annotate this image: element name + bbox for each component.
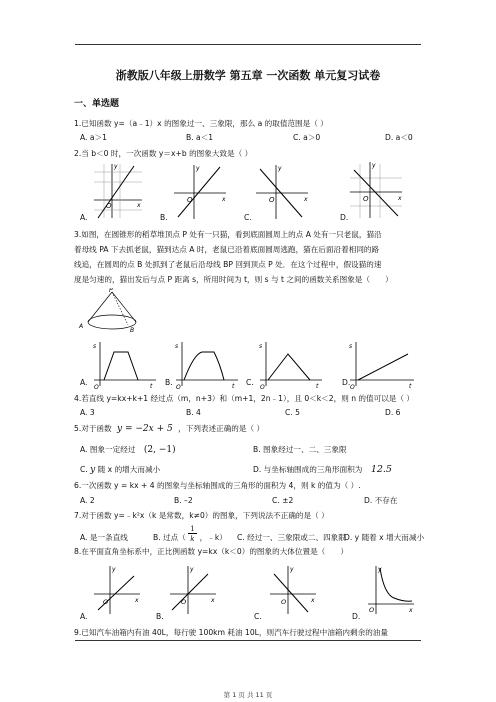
header-rule (75, 44, 421, 45)
svg-text:t: t (316, 383, 319, 390)
q5-option-d-formula: 12.5 (370, 464, 392, 475)
svg-text:O: O (369, 606, 375, 614)
svg-text:x: x (311, 597, 315, 604)
q3-line-4: 度是匀速的，猫出发后与点 P 距离 s，所用时间为 t，则 s 与 t 之间的函数关系图象是（ ） (74, 275, 393, 284)
q8-label-a: A. (80, 612, 88, 621)
q1-option-a: A. a＞1 (80, 133, 107, 142)
svg-text:O: O (94, 384, 99, 390)
svg-text:O: O (103, 598, 109, 606)
svg-text:A: A (79, 323, 84, 330)
svg-text:O: O (187, 196, 193, 204)
q3-label-d: D. (342, 378, 351, 387)
q7-option-a: A. 是一条直线 (80, 533, 128, 542)
fraction-denominator: k (190, 535, 195, 543)
q3-graph-a (90, 340, 160, 390)
svg-text:O: O (176, 384, 181, 390)
q6-option-c: C. ±2 (272, 496, 294, 505)
q8-label-d: D. (352, 612, 361, 621)
q3-line-1: 3.如图，在圆锥形的稻草堆顶点 P 处有一只猫，看到底面圆周上的点 A 处有一只老鼠，猫沿 (74, 230, 382, 239)
section-heading: 一、单选题 (74, 99, 120, 109)
q5-option-a-text: A. 图象一定经过 (80, 445, 136, 454)
q7-stem: 7.对于函数 y=﹣k²x（k 是常数，k≠0）的图象，下列说法不正确的是（ ） (74, 511, 329, 520)
q6-option-a: A. 2 (80, 496, 95, 505)
svg-text:s: s (349, 343, 353, 350)
q7-option-b-pre: B. 过点（ (153, 533, 186, 542)
q3-cone-figure (76, 288, 146, 334)
q8-label-c: C. (254, 612, 262, 621)
q2-stem: 2.当 b＜0 时，一次函数 y＝x+b 的图象大致是（ ） (74, 149, 253, 158)
page-number: 第 1 页 共 11 页 (223, 691, 273, 699)
q1-stem: 1.已知函数 y=（a﹣1）x 的图象过一、三象限，那么 a 的取值范围是（ ） (74, 119, 328, 128)
q9-stem: 9.已知汽车油箱内有油 40L，每行驶 100km 耗油 10L，则汽车行驶过程中油箱内剩余的油量 (74, 628, 388, 637)
q3-label-b: B. (165, 378, 173, 387)
svg-text:t: t (409, 383, 412, 390)
svg-text:s: s (175, 343, 179, 350)
svg-text:y: y (378, 566, 382, 573)
svg-text:y: y (114, 163, 118, 170)
q2-graph-c (252, 163, 312, 221)
q5-option-a-formula: (2, −1) (143, 445, 176, 455)
svg-text:s: s (93, 343, 97, 350)
q5-option-c-label: C. (80, 465, 88, 474)
q8-graph-a (92, 564, 142, 616)
q3-graph-b (172, 340, 242, 390)
q8-graph-d (366, 564, 416, 616)
svg-text:x: x (222, 196, 226, 203)
svg-text:O: O (269, 196, 275, 204)
svg-text:O: O (106, 202, 112, 210)
q8-graph-c (268, 564, 318, 616)
svg-text:s: s (259, 343, 263, 350)
q3-label-a: A. (80, 378, 88, 387)
q2-label-a: A. (80, 213, 88, 222)
q4-option-b: B. 4 (186, 408, 201, 417)
q5-option-a (80, 445, 176, 455)
svg-text:y: y (372, 162, 376, 169)
q8-graph-b (168, 564, 218, 616)
q5-option-c-var: y (90, 465, 96, 475)
q4-option-a: A. 3 (80, 408, 95, 417)
svg-text:O: O (181, 598, 187, 606)
svg-text:t: t (232, 383, 235, 390)
q1-option-c: C. a＞0 (293, 133, 321, 142)
q5-formula: y = −2x + 5 (117, 424, 173, 434)
svg-text:O: O (363, 195, 369, 203)
q4-stem: 4.若直线 y=kx+k+1 经过点（m，n+3）和（m+1，2n﹣1），且 0＜k＜2，则 n 的值可以是（ ） (74, 394, 415, 403)
footer-rule (75, 640, 421, 641)
fraction-numerator: 1 (190, 525, 195, 533)
q2-graph-b (170, 163, 230, 221)
svg-text:t: t (150, 383, 153, 390)
q7-option-d: D. y 随着 x 增大而减小 (344, 533, 425, 542)
q4-option-c: C. 5 (285, 408, 300, 417)
q2-label-c: C. (244, 213, 252, 222)
svg-text:y: y (278, 165, 282, 172)
q3-graph-c (256, 340, 326, 390)
q7-option-c: C. 经过一、三象限或二、四象限 (237, 533, 346, 542)
q7-option-b-post: ，﹣k） (199, 533, 227, 542)
q2-graph-d (346, 160, 406, 220)
q5-option-b: B. 图象经过一、二、三象限 (253, 445, 347, 454)
svg-text:x: x (398, 195, 402, 202)
svg-text:y: y (190, 566, 194, 573)
q5-stem (74, 424, 264, 434)
q3-line-3: 线追，在圆周的点 B 处抓到了老鼠后沿母线 BP 回到顶点 P 处．在这个过程中，假设猫的速 (74, 260, 382, 269)
svg-text:y: y (196, 165, 200, 172)
svg-text:O: O (350, 384, 355, 390)
q6-option-b: B. –2 (174, 496, 193, 505)
svg-text:O: O (260, 384, 265, 390)
q4-option-d: D. 6 (385, 408, 401, 417)
svg-text:O: O (281, 598, 287, 606)
svg-text:B: B (130, 327, 135, 334)
q1-option-b: B. a＜1 (186, 133, 214, 142)
q5-option-c (80, 465, 160, 475)
q5-option-d-text: D. 与坐标轴围成的三角形面积为 (253, 465, 363, 474)
q1-option-d: D. a＜0 (385, 133, 413, 142)
svg-text:x: x (211, 597, 215, 604)
q7-option-b-fraction (188, 525, 197, 543)
q2-label-b: B. (160, 213, 168, 222)
q6-option-d: D. 不存在 (364, 496, 398, 505)
svg-text:y: y (112, 566, 116, 573)
svg-text:y: y (290, 566, 294, 573)
svg-text:x: x (304, 196, 308, 203)
q3-label-c: C. (246, 378, 254, 387)
q2-graph-a (90, 160, 145, 220)
q7-option-b (153, 525, 227, 543)
q8-label-b: B. (156, 612, 164, 621)
svg-text:x: x (135, 597, 139, 604)
page-title: 浙教版八年级上册数学 第五章 一次函数 单元复习试卷 (115, 69, 381, 82)
svg-text:P: P (109, 288, 113, 294)
svg-text:x: x (409, 607, 413, 614)
svg-text:x: x (137, 202, 141, 209)
q6-stem: 6.一次函数 y = kx + 4 的图象与坐标轴围成的三角形的面积为 4，则 k 的值为（ ）. (74, 481, 361, 490)
q8-stem: 8.在平面直角坐标系中，正比例函数 y=kx（k＜0）的图象的大体位置是（ ） (74, 547, 349, 556)
q5-option-d (253, 465, 392, 475)
q2-label-d: D. (340, 213, 349, 222)
q3-graph-d (346, 340, 418, 390)
q5-option-c-text: 随 x 的增大而减小 (97, 465, 161, 474)
q5-stem-pre: 5.对于函数 (74, 424, 112, 433)
q3-line-2: 着母线 PA 下去抓老鼠，猫到达点 A 时，老鼠已沿着底面圆周逃跑，猫在后面沿着相同的路 (74, 245, 380, 254)
q5-stem-post: ，下列表述正确的是（ ） (178, 424, 265, 433)
